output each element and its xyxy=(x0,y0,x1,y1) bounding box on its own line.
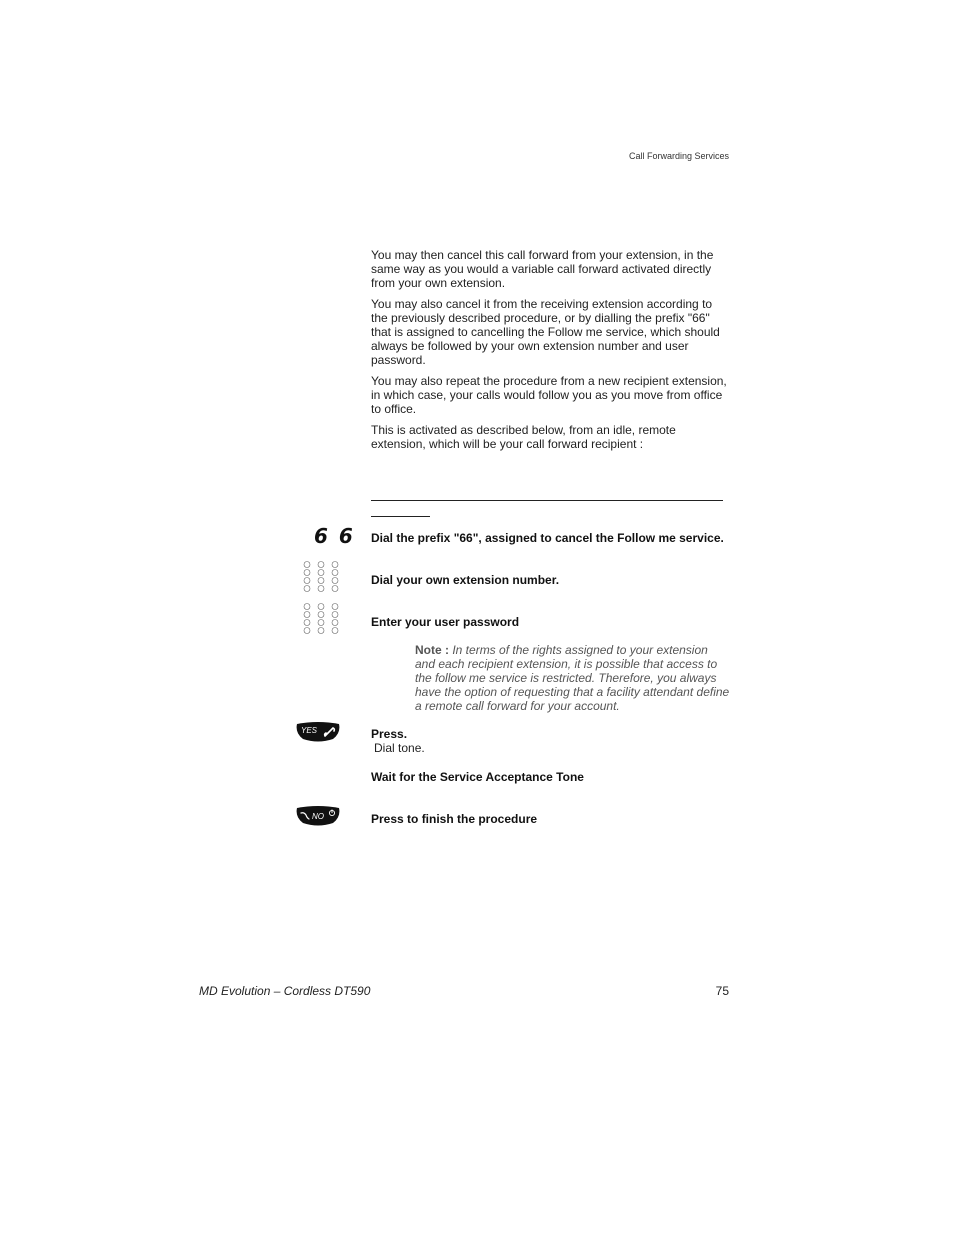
intro-paragraph-2: You may also cancel it from the receiving extension according to the previously described procedure, or by dialling the prefix "66" that is assigned to cancelling the Follow me service, which should always be followed by your own extension number and user password. xyxy=(371,297,720,367)
no-key-icon xyxy=(295,805,341,827)
step-wait-tone: Wait for the Service Acceptance Tone xyxy=(371,770,584,784)
section-rule-short xyxy=(371,516,430,517)
keypad-icon xyxy=(301,603,341,635)
running-header: Call Forwarding Services xyxy=(628,151,729,161)
note-text: In terms of the rights assigned to your extension and each recipient extension, it is possible that access to the follow me service is restricted. Therefore, you always have the option of requesting that a facility attendant define a remote call forward for your account. xyxy=(415,643,730,713)
intro-paragraph-4: This is activated as described below, from an idle, remote extension, which will be your call forward recipient : xyxy=(371,423,676,451)
step-enter-password: Enter your user password xyxy=(371,615,520,629)
section-rule xyxy=(371,500,723,501)
intro-paragraph-1: You may then cancel this call forward from your extension, in the same way as you would a variable call forward activated directly from your own extension. xyxy=(371,248,714,290)
keypad-icon xyxy=(301,561,341,593)
step-dial-prefix: Dial the prefix "66", assigned to cancel the Follow me service. xyxy=(371,531,724,545)
step-finish: Press to finish the procedure xyxy=(371,812,538,826)
yes-key-icon xyxy=(295,721,341,743)
prefix-66-symbol: 6 6 xyxy=(314,524,355,548)
footer-title: MD Evolution – Cordless DT590 xyxy=(199,984,371,998)
yes-key-label: YES xyxy=(301,726,318,735)
intro-paragraph-3: You may also repeat the procedure from a new recipient extension, in which case, your calls would follow you as you move from office to office. xyxy=(371,374,727,416)
page-number: 75 xyxy=(715,984,729,998)
note-block xyxy=(415,643,731,713)
no-key-label: NO xyxy=(312,812,324,821)
dial-tone-text: Dial tone. xyxy=(374,741,425,755)
step-press: Press. xyxy=(371,727,408,741)
step-dial-extension: Dial your own extension number. xyxy=(371,573,560,587)
note-label: Note : xyxy=(415,643,449,657)
